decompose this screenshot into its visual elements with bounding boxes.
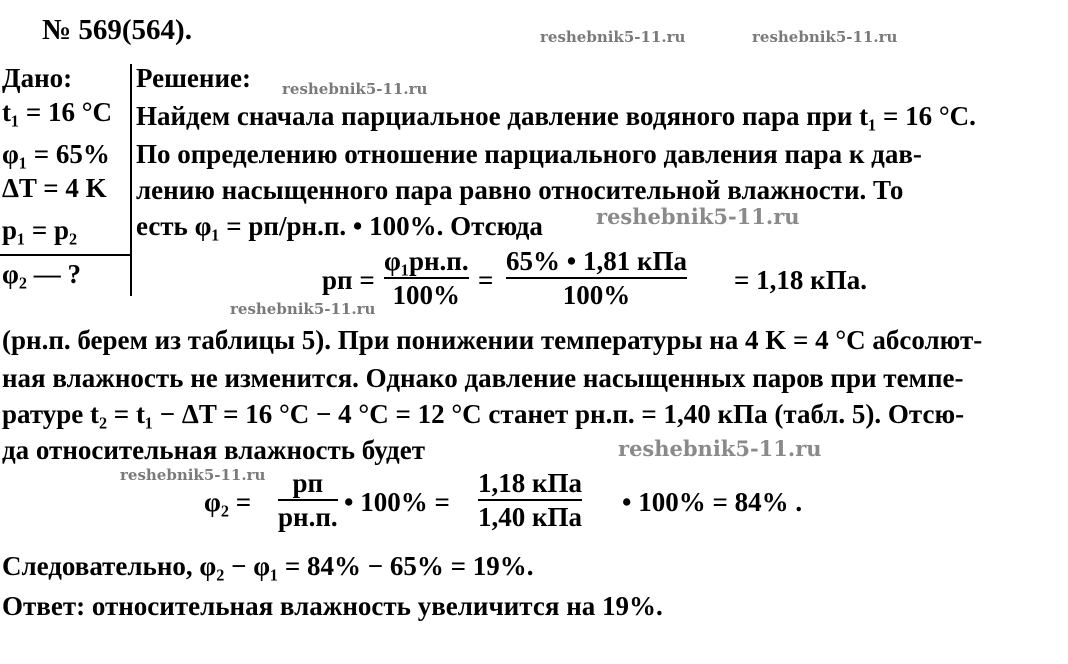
- watermark: reshebnik5-11.ru: [618, 436, 822, 461]
- solution-line: Найдем сначала парциальное давление водяного пара при t₁ = 16 °C.: [136, 101, 976, 131]
- fraction-bar: [278, 499, 338, 501]
- formula1-fraction-2: [506, 246, 687, 310]
- watermark: reshebnik5-11.ru: [752, 28, 898, 46]
- fraction-numerator: pп: [292, 468, 324, 498]
- solution-line: По определению отношение парциального давления пара к дав-: [136, 139, 922, 169]
- fraction-bar: [384, 277, 469, 279]
- formula2-result: • 100% = 84% .: [622, 487, 803, 517]
- paragraph-line: ная влажность не изменится. Однако давление насыщенных паров при темпе-: [2, 363, 964, 393]
- paragraph-line: ратуре t₂ = t₁ − ΔT = 16 °C − 4 °C = 12 °C станет pн.п. = 1,40 кПа (табл. 5). Отсю-: [2, 399, 965, 429]
- fraction-numerator: 1,18 кПа: [478, 468, 583, 498]
- given-question: φ₂ — ?: [2, 259, 81, 289]
- problem-number: № 569(564).: [42, 14, 192, 46]
- answer: Ответ: относительная влажность увеличится на 19%.: [2, 591, 663, 621]
- formula1-result: = 1,18 кПа.: [734, 265, 867, 295]
- fraction-denominator: 100%: [392, 280, 461, 310]
- fraction-denominator: 100%: [562, 280, 631, 310]
- watermark: reshebnik5-11.ru: [540, 28, 686, 46]
- given-label: Дано:: [2, 63, 73, 93]
- solution-line: лению насыщенного пара равно относительной влажности. То: [136, 175, 904, 205]
- formula1-lhs: pп =: [322, 265, 375, 295]
- formula1-fraction-1: [384, 246, 469, 310]
- watermark: reshebnik5-11.ru: [230, 300, 376, 318]
- fraction-denominator: pн.п.: [278, 502, 338, 532]
- formula2-lhs: φ₂ =: [204, 487, 252, 517]
- watermark: reshebnik5-11.ru: [596, 204, 800, 229]
- paragraph-line: (pн.п. берем из таблицы 5). При понижении температуры на 4 K = 4 °C абсолют-: [2, 325, 983, 355]
- formula2-middle: • 100% =: [344, 487, 450, 517]
- given-line: φ₁ = 65%: [2, 139, 110, 169]
- given-line: p₁ = p₂: [2, 215, 78, 245]
- given-divider: [0, 254, 130, 256]
- conclusion: Следовательно, φ₂ − φ₁ = 84% − 65% = 19%.: [2, 551, 534, 581]
- formula2-fraction-2: [478, 468, 582, 532]
- fraction-bar: [506, 277, 687, 279]
- paragraph-line: да относительная влажность будет: [2, 435, 425, 465]
- formula2-fraction-1: [278, 468, 338, 532]
- given-line: ΔT = 4 K: [2, 173, 107, 203]
- given-line: t₁ = 16 °C: [2, 97, 113, 127]
- formula1-equals: =: [478, 265, 494, 295]
- solution-label: Решение:: [136, 63, 251, 93]
- fraction-numerator: 65% • 1,81 кПа: [506, 246, 688, 276]
- given-separator: [130, 64, 132, 296]
- fraction-denominator: 1,40 кПа: [478, 502, 583, 532]
- solution-line: есть φ₁ = pп/pн.п. • 100%. Отсюда: [136, 211, 543, 241]
- fraction-numerator: φ₁pн.п.: [384, 246, 469, 276]
- watermark: reshebnik5-11.ru: [120, 466, 266, 484]
- watermark: reshebnik5-11.ru: [282, 80, 428, 98]
- fraction-bar: [478, 499, 582, 501]
